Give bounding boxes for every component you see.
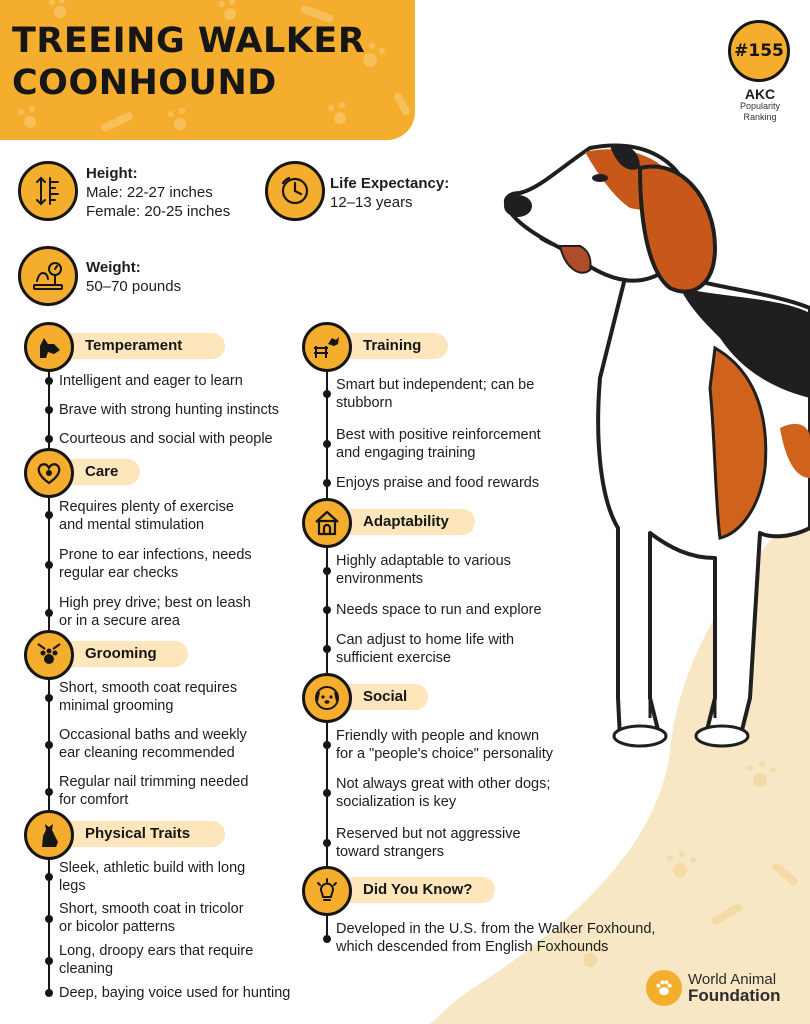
- did-you-know-line: Developed in the U.S. from the Walker Foxhound,: [336, 921, 656, 937]
- care-item-line: regular ear checks: [59, 565, 179, 581]
- clock-icon: [265, 161, 325, 221]
- section-physical-traits: Physical Traits: [55, 821, 225, 847]
- bullet-dot: [323, 645, 331, 653]
- height-label: Height:: [86, 165, 138, 182]
- did-you-know-item: [336, 920, 655, 956]
- temperament-item: Brave with strong hunting instincts: [59, 402, 280, 418]
- section-adaptability: Adaptability: [333, 509, 475, 535]
- grooming-item-line: Occasional baths and weekly: [59, 727, 247, 743]
- title-line-1: TREEING WALKER: [12, 21, 366, 61]
- adaptability-item-line: environments: [336, 571, 424, 587]
- training-item-line: and engaging training: [336, 445, 476, 461]
- care-item-line: High prey drive; best on leash: [59, 595, 251, 611]
- brand-name: [688, 972, 781, 1004]
- adaptability-item: Needs space to run and explore: [336, 602, 542, 618]
- physical-item-line: Short, smooth coat in tricolor: [59, 901, 244, 917]
- brand-line-1: World Animal: [688, 971, 777, 988]
- section-care: Care: [55, 459, 140, 485]
- grooming-item: [59, 773, 248, 809]
- bullet-dot: [45, 561, 53, 569]
- social-item-line: Friendly with people and known: [336, 728, 540, 744]
- training-item-line: stubborn: [336, 395, 393, 411]
- heart-care-icon: [24, 448, 74, 498]
- height-male: Male: 22-27 inches: [86, 184, 213, 201]
- physical-item: Deep, baying voice used for hunting: [59, 985, 291, 1001]
- bullet-dot: [323, 789, 331, 797]
- dog-head-icon: [24, 322, 74, 372]
- bullet-dot: [323, 606, 331, 614]
- social-item-line: Not always great with other dogs;: [336, 776, 551, 792]
- section-did-you-know: Did You Know?: [333, 877, 495, 903]
- grooming-item: [59, 726, 247, 762]
- height-stat: [86, 164, 230, 221]
- grooming-item-line: Regular nail trimming needed: [59, 774, 249, 790]
- bullet-dot: [45, 435, 53, 443]
- weight-scale-icon: [18, 246, 78, 306]
- bullet-dot: [45, 788, 53, 796]
- height-icon: [18, 161, 78, 221]
- dog-house-icon: [302, 498, 352, 548]
- physical-item-line: cleaning: [59, 961, 114, 977]
- rank-caption: [720, 101, 800, 123]
- life-label: Life Expectancy:: [330, 175, 450, 192]
- bullet-dot: [323, 567, 331, 575]
- section-training: Training: [333, 333, 448, 359]
- life-expectancy-stat: [330, 174, 449, 212]
- temperament-item: Courteous and social with people: [59, 431, 273, 447]
- bullet-dot: [45, 609, 53, 617]
- did-you-know-line: which descended from English Foxhounds: [336, 939, 609, 955]
- bullet-dot: [45, 511, 53, 519]
- training-item-line: Best with positive reinforcement: [336, 427, 541, 443]
- brand-line-2: Foundation: [688, 986, 781, 1005]
- rank-org: AKC: [744, 86, 776, 102]
- rank-number: #155: [734, 41, 784, 61]
- care-item-line: or in a secure area: [59, 613, 180, 629]
- training-item: Enjoys praise and food rewards: [336, 475, 540, 491]
- care-item-line: and mental stimulation: [59, 517, 205, 533]
- bullet-dot: [45, 694, 53, 702]
- care-item-line: Prone to ear infections, needs: [59, 547, 252, 563]
- coonhound-illustration: [500, 138, 810, 758]
- physical-item: [59, 942, 253, 978]
- title-line-2: COONHOUND: [12, 63, 277, 103]
- bullet-dot: [45, 377, 53, 385]
- weight-label: Weight:: [86, 259, 141, 276]
- lightbulb-icon: [302, 866, 352, 916]
- grooming-item-line: for comfort: [59, 792, 129, 808]
- paw-logo-icon: [646, 970, 682, 1006]
- social-item-line: toward strangers: [336, 844, 444, 860]
- bullet-dot: [45, 957, 53, 965]
- bullet-dot: [45, 406, 53, 414]
- social-item: [336, 727, 553, 763]
- sitting-dog-icon: [24, 810, 74, 860]
- care-item: [59, 546, 252, 582]
- social-item-line: socialization is key: [336, 794, 457, 810]
- rank-caption-line-2: Ranking: [743, 112, 777, 122]
- bullet-dot: [323, 935, 331, 943]
- bullet-dot: [323, 479, 331, 487]
- section-grooming: Grooming: [55, 641, 188, 667]
- bullet-dot: [323, 390, 331, 398]
- title-banner: [0, 0, 415, 140]
- physical-item: [59, 859, 245, 895]
- social-item: [336, 775, 550, 811]
- training-agility-icon: [302, 322, 352, 372]
- bullet-dot: [323, 839, 331, 847]
- grooming-item-line: Short, smooth coat requires: [59, 680, 238, 696]
- physical-item: [59, 900, 244, 936]
- rank-caption-line-1: Popularity: [739, 101, 781, 111]
- grooming-item: [59, 679, 237, 715]
- training-item: [336, 426, 541, 462]
- adaptability-item: [336, 631, 514, 667]
- dog-face-icon: [302, 673, 352, 723]
- physical-item-line: Sleek, athletic build with long: [59, 860, 246, 876]
- weight-value: 50–70 pounds: [86, 278, 182, 295]
- grooming-item-line: ear cleaning recommended: [59, 745, 235, 761]
- adaptability-item-line: Can adjust to home life with: [336, 632, 515, 648]
- temperament-item: Intelligent and eager to learn: [59, 373, 243, 389]
- height-female: Female: 20-25 inches: [86, 203, 231, 220]
- section-temperament: Temperament: [55, 333, 225, 359]
- social-item-line: for a "people's choice" personality: [336, 746, 553, 762]
- popularity-rank-badge: [728, 20, 790, 82]
- brand-logo: [646, 962, 806, 1014]
- section-social: Social: [333, 684, 428, 710]
- bullet-dot: [45, 989, 53, 997]
- adaptability-item-line: sufficient exercise: [336, 650, 451, 666]
- care-item: [59, 594, 251, 630]
- physical-item-line: legs: [59, 878, 86, 894]
- adaptability-item: [336, 552, 511, 588]
- care-item-line: Requires plenty of exercise: [59, 499, 234, 515]
- training-item: [336, 376, 534, 412]
- physical-item-line: Long, droopy ears that require: [59, 943, 254, 959]
- bullet-dot: [45, 915, 53, 923]
- bullet-dot: [45, 873, 53, 881]
- weight-stat: [86, 258, 181, 296]
- training-item-line: Smart but independent; can be: [336, 377, 535, 393]
- grooming-item-line: minimal grooming: [59, 698, 174, 714]
- bullet-dot: [323, 741, 331, 749]
- physical-item-line: or bicolor patterns: [59, 919, 176, 935]
- care-item: [59, 498, 234, 534]
- adaptability-item-line: Highly adaptable to various: [336, 553, 511, 569]
- grooming-scissors-icon: [24, 630, 74, 680]
- bullet-dot: [45, 741, 53, 749]
- life-value: 12–13 years: [330, 194, 413, 211]
- page-title: [12, 20, 412, 104]
- bullet-dot: [323, 440, 331, 448]
- social-item: [336, 825, 521, 861]
- social-item-line: Reserved but not aggressive: [336, 826, 521, 842]
